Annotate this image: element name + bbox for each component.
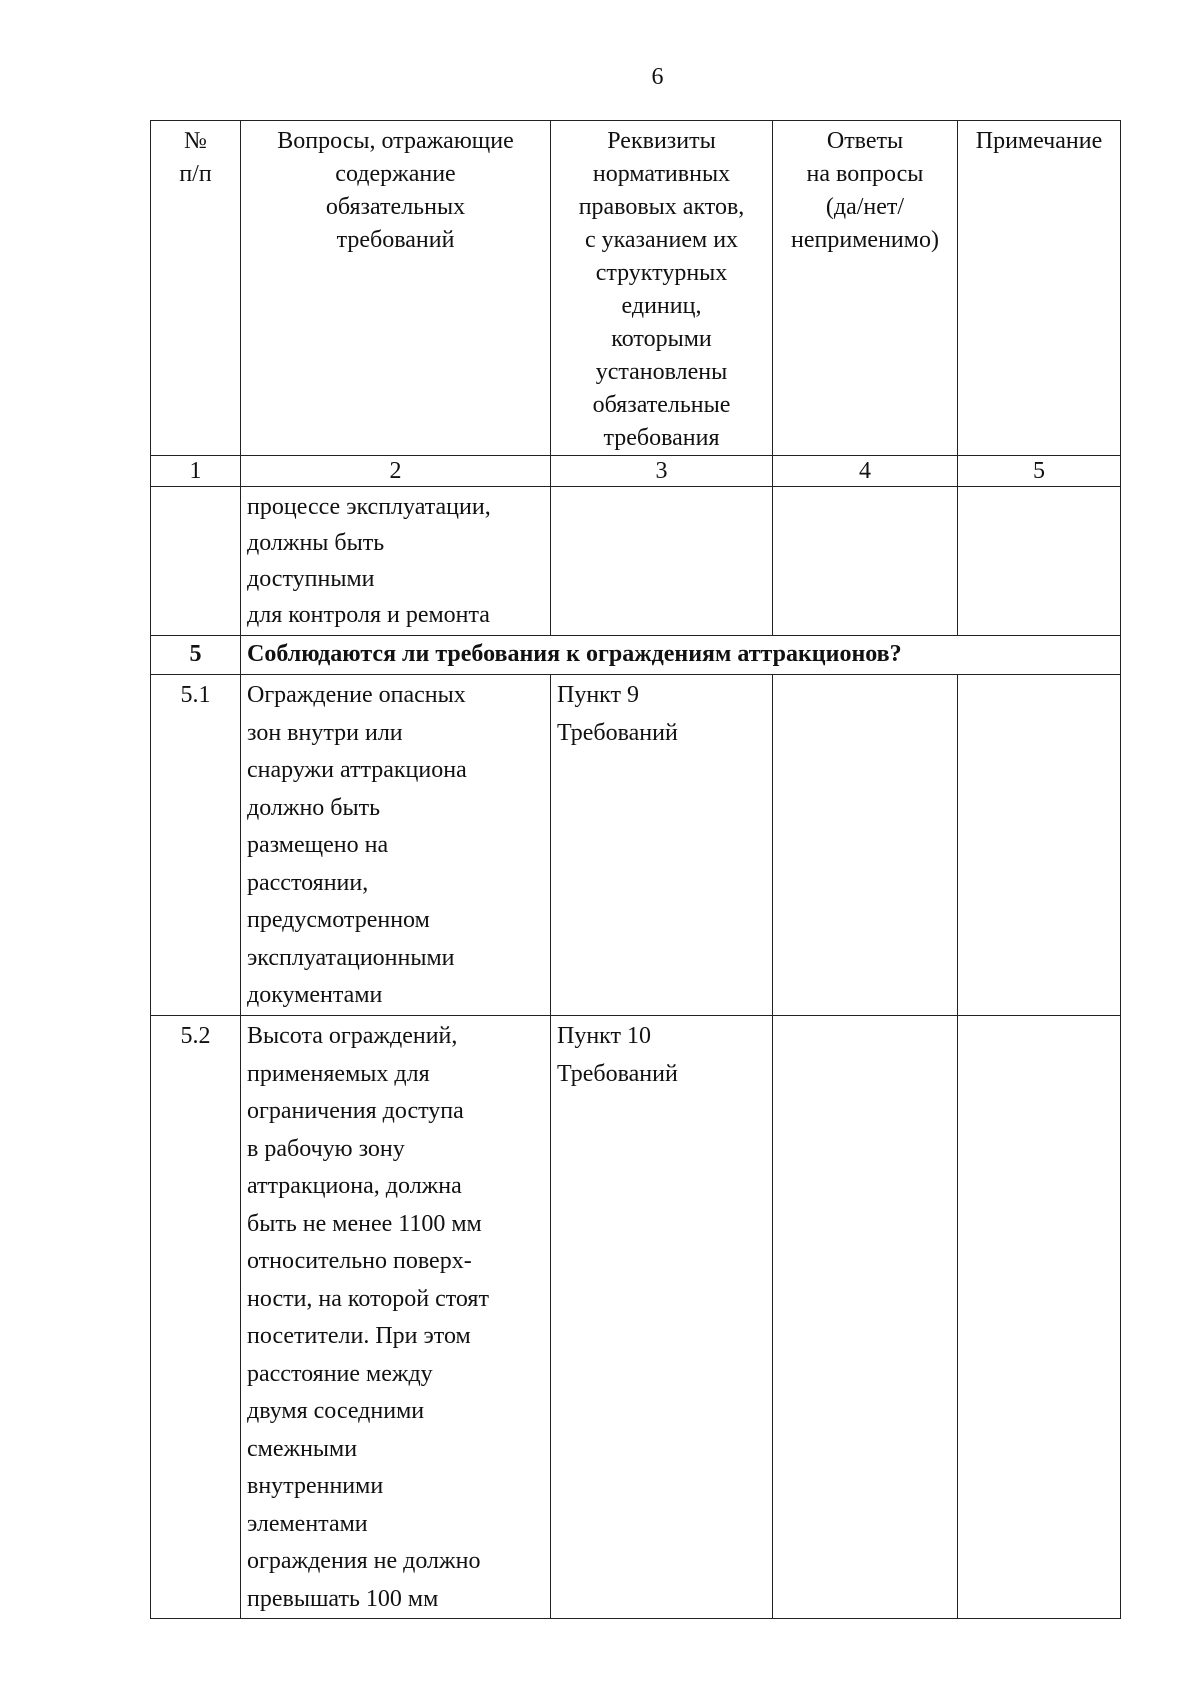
row-number: 5.1 bbox=[151, 675, 241, 1016]
table-row bbox=[151, 1016, 1121, 1619]
column-number: 3 bbox=[551, 456, 773, 487]
section-title: Соблюдаются ли требования к ограждениям аттракционов? bbox=[241, 636, 1121, 675]
table-header-row bbox=[151, 121, 1121, 456]
page-number: 6 bbox=[651, 64, 664, 90]
header-legal-references: Реквизиты нормативных правовых актов, с указанием их структурных единиц, которыми установлены обязательные требования bbox=[551, 121, 773, 456]
row-answer bbox=[773, 675, 958, 1016]
row-number: 5.2 bbox=[151, 1016, 241, 1619]
header-questions: Вопросы, отражающие содержание обязательных требований bbox=[241, 121, 551, 456]
row-note bbox=[958, 1016, 1121, 1619]
section-row bbox=[151, 636, 1121, 675]
table-row bbox=[151, 675, 1121, 1016]
row-question: Ограждение опасных зон внутри или снаружи аттракциона должно быть размещено на расстоянии, предусмотренном эксплуатационными документами bbox=[241, 675, 551, 1016]
row-question: Высота ограждений, применяемых для ограничения доступа в рабочую зону аттракциона, должна быть не менее 1100 мм относительно поверх- ности, на которой стоят посетители. При этом расстояние между двумя соседними смежными внутренними элементами ограждения не должно превышать 100 мм bbox=[241, 1016, 551, 1619]
row-reference: Пункт 10 Требований bbox=[551, 1016, 773, 1619]
row-answer bbox=[773, 1016, 958, 1619]
section-number: 5 bbox=[151, 636, 241, 675]
empty-cell bbox=[151, 487, 241, 636]
row-note bbox=[958, 675, 1121, 1016]
empty-cell bbox=[773, 487, 958, 636]
header-answers: Ответы на вопросы (да/нет/ неприменимо) bbox=[773, 121, 958, 456]
header-note: Примечание bbox=[958, 121, 1121, 456]
empty-cell bbox=[551, 487, 773, 636]
column-numbers-row bbox=[151, 456, 1121, 487]
continuation-row bbox=[151, 487, 1121, 636]
requirements-table bbox=[150, 120, 1121, 1619]
column-number: 2 bbox=[241, 456, 551, 487]
column-number: 5 bbox=[958, 456, 1121, 487]
row-reference: Пункт 9 Требований bbox=[551, 675, 773, 1016]
empty-cell bbox=[958, 487, 1121, 636]
continuation-text: процессе эксплуатации, должны быть доступными для контроля и ремонта bbox=[241, 487, 551, 636]
column-number: 4 bbox=[773, 456, 958, 487]
column-number: 1 bbox=[151, 456, 241, 487]
header-number: № п/п bbox=[151, 121, 241, 456]
